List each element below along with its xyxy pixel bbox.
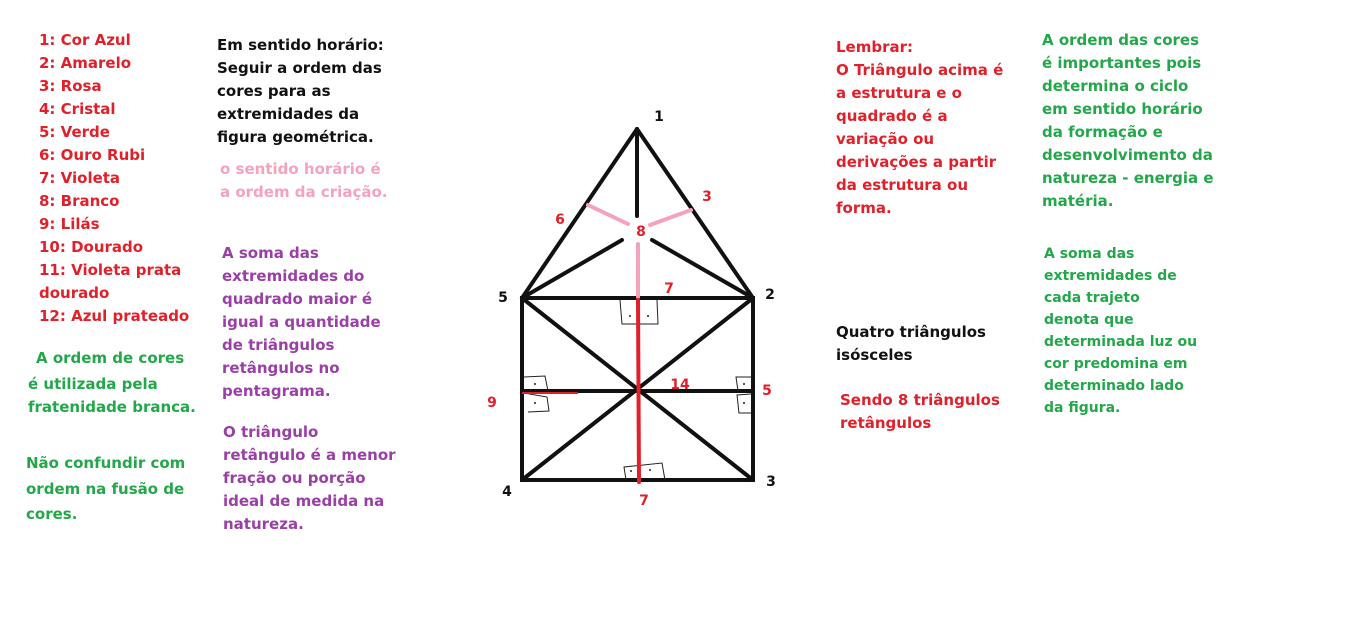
note-line: determinado lado bbox=[1044, 378, 1184, 394]
note-line: A soma das bbox=[1044, 246, 1135, 262]
note-line: matéria. bbox=[1042, 192, 1114, 210]
color-list-item: 8: Branco bbox=[39, 192, 120, 210]
color-list-item: 5: Verde bbox=[39, 123, 110, 141]
note-line: natureza. bbox=[223, 515, 304, 533]
red-vertical-axis bbox=[638, 300, 639, 482]
note-line: variação ou bbox=[836, 130, 935, 148]
note-line: O Triângulo acima é bbox=[836, 61, 1004, 79]
vertex-label: 4 bbox=[502, 484, 512, 500]
note-line: a ordem da criação. bbox=[220, 183, 388, 201]
triangle-right-edge bbox=[637, 129, 753, 298]
pink-spoke bbox=[650, 210, 691, 225]
segment-label: 7 bbox=[664, 281, 674, 297]
color-list-item: 10: Dourado bbox=[39, 238, 144, 256]
color-list-item: dourado bbox=[39, 284, 110, 302]
color-list-item: 9: Lilás bbox=[39, 215, 100, 233]
vertex-label: 5 bbox=[498, 290, 508, 306]
note-line: quadrado maior é bbox=[222, 290, 373, 308]
note-line: cores. bbox=[26, 505, 78, 523]
note-line: Em sentido horário: bbox=[217, 36, 384, 54]
dot bbox=[743, 383, 745, 385]
note-line: A ordem das cores bbox=[1042, 31, 1200, 49]
color-list-item: 3: Rosa bbox=[39, 77, 102, 95]
note-line: extremidades de bbox=[1044, 268, 1177, 284]
note-line: O triângulo bbox=[223, 423, 319, 441]
dot bbox=[647, 315, 649, 317]
note-line: retângulo é a menor bbox=[223, 446, 396, 464]
note-line: forma. bbox=[836, 199, 892, 217]
note-line: extremidades do bbox=[222, 267, 365, 285]
note-line: Sendo 8 triângulos bbox=[840, 391, 1000, 409]
note-line: o sentido horário é bbox=[220, 160, 381, 178]
note-line: ideal de medida na bbox=[223, 492, 385, 510]
note-line: cores para as bbox=[217, 82, 331, 100]
note-line: isósceles bbox=[836, 346, 913, 364]
dot bbox=[534, 383, 536, 385]
vertex-label: 1 bbox=[654, 109, 664, 125]
note-line: fratenidade branca. bbox=[28, 398, 196, 416]
dot bbox=[630, 470, 632, 472]
color-list-item: 1: Cor Azul bbox=[39, 31, 131, 49]
note-line: A ordem de cores bbox=[36, 349, 185, 367]
right-angle-mark bbox=[736, 377, 751, 413]
note-line: Quatro triângulos bbox=[836, 323, 986, 341]
vertex-label: 3 bbox=[766, 474, 776, 490]
note-line: em sentido horário bbox=[1042, 100, 1203, 118]
segment-label: 7 bbox=[639, 493, 649, 509]
note-line: retângulos no bbox=[222, 359, 340, 377]
color-list-item: 2: Amarelo bbox=[39, 54, 132, 72]
note-line: cada trajeto bbox=[1044, 290, 1140, 306]
note-line: fração ou porção bbox=[223, 469, 366, 487]
note-line: igual a quantidade bbox=[222, 313, 381, 331]
note-line: é importantes pois bbox=[1042, 54, 1202, 72]
note-line: natureza - energia e bbox=[1042, 169, 1214, 187]
color-list-item: 7: Violeta bbox=[39, 169, 121, 187]
triangle-left-edge bbox=[522, 129, 637, 298]
color-list-item: 11: Violeta prata bbox=[39, 261, 182, 279]
triangle-left-spoke bbox=[522, 240, 622, 298]
note-line: da figura. bbox=[1044, 400, 1121, 416]
segment-label: 8 bbox=[636, 224, 646, 240]
red-axis bbox=[638, 300, 639, 482]
note-line: desenvolvimento da bbox=[1042, 146, 1213, 164]
note-line: a estrutura e o bbox=[836, 84, 962, 102]
color-list-item: 6: Ouro Rubi bbox=[39, 146, 146, 164]
note-line: Lembrar: bbox=[836, 38, 914, 56]
segment-label: 3 bbox=[702, 189, 712, 205]
note-line: determinada luz ou bbox=[1044, 334, 1198, 350]
note-line: retângulos bbox=[840, 414, 932, 432]
color-list-item: 12: Azul prateado bbox=[39, 307, 190, 325]
dot bbox=[743, 402, 745, 404]
vertex-label: 2 bbox=[765, 287, 775, 303]
note-line: é utilizada pela bbox=[28, 375, 158, 393]
note-line: extremidades da bbox=[217, 105, 360, 123]
note-line: A soma das bbox=[222, 244, 319, 262]
note-line: cor predomina em bbox=[1044, 356, 1188, 372]
note-line: denota que bbox=[1044, 312, 1134, 328]
note-line: determina o ciclo bbox=[1042, 77, 1189, 95]
segment-label: 14 bbox=[670, 377, 690, 393]
segment-label: 6 bbox=[555, 212, 565, 228]
dot bbox=[649, 469, 651, 471]
pink-spoke bbox=[588, 205, 628, 224]
segment-label: 5 bbox=[762, 383, 772, 399]
note-line: de triângulos bbox=[222, 336, 335, 354]
color-list-item: 4: Cristal bbox=[39, 100, 116, 118]
dot bbox=[534, 402, 536, 404]
note-line: figura geométrica. bbox=[217, 128, 374, 146]
note-line: quadrado é a bbox=[836, 107, 948, 125]
segment-label: 9 bbox=[487, 395, 497, 411]
note-line: Não confundir com bbox=[26, 454, 186, 472]
note-line: da formação e bbox=[1042, 123, 1163, 141]
note-line: da estrutura ou bbox=[836, 176, 969, 194]
note-line: derivações a partir bbox=[836, 153, 997, 171]
note-line: pentagrama. bbox=[222, 382, 331, 400]
note-line: Seguir a ordem das bbox=[217, 59, 382, 77]
dot bbox=[629, 315, 631, 317]
note-line: ordem na fusão de bbox=[26, 480, 185, 498]
